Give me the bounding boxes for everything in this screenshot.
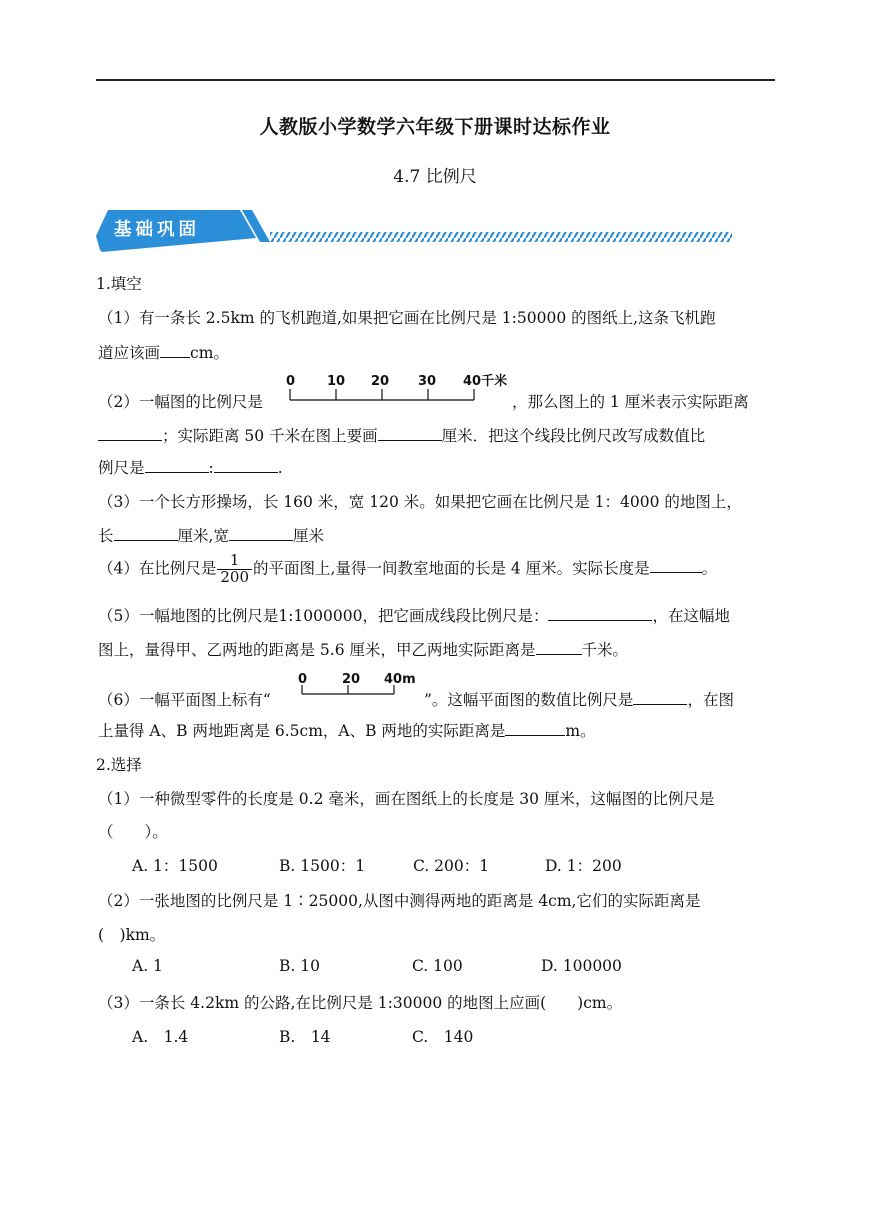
q1-p1-line1: （1）有一条长 2.5km 的飞机跑道,如果把它画在比例尺是 1:50000 的图纸上,这条飞机跑 (98, 309, 716, 327)
answer-blank[interactable] (548, 605, 652, 621)
scale1-tick-10: 10 (327, 374, 346, 389)
page-subtitle: 4.7 比例尺 (393, 167, 477, 187)
q2-c1-option-c[interactable]: C. 200：1 (413, 857, 490, 875)
q2-c1-option-d[interactable]: D. 1：200 (545, 857, 622, 875)
q1-heading: 1.填空 (96, 275, 142, 293)
top-rule (96, 79, 775, 81)
q1-p3-unit: 厘米 (292, 527, 324, 545)
q2-heading: 2.选择 (96, 756, 142, 774)
q1-p6-text3: 上量得 A、B 两地距离是 6.5cm，A、B 两地的实际距离是 (98, 722, 506, 740)
q2-c2-option-a[interactable]: A. 1 (132, 957, 163, 975)
q2-c2-option-d[interactable]: D. 100000 (541, 957, 622, 975)
q1-p2-period: . (277, 459, 283, 477)
answer-blank[interactable] (633, 689, 687, 705)
q1-p3-len: 长 (98, 527, 114, 545)
q1-p1-unit: cm。 (190, 344, 229, 362)
q1-p5-text2: ，在这幅地 (652, 607, 730, 625)
q1-p4-line (98, 553, 717, 586)
answer-blank[interactable] (536, 639, 582, 655)
q1-p2-text3: 例尺是 (98, 459, 145, 477)
q2-c3-option-a[interactable]: A. 1.4 (132, 1028, 189, 1046)
scale2-tick-40: 40m (384, 672, 416, 687)
q1-p5-text3: 图上，量得甲、乙两地的距离是 5.6 厘米，甲乙两地实际距离是 (98, 641, 536, 659)
q1-p6-text2: ，在图 (687, 691, 734, 709)
scale-bar-40m (294, 670, 424, 700)
answer-blank[interactable] (650, 557, 702, 573)
q2-c1-option-a[interactable]: A. 1：1500 (132, 857, 218, 875)
fraction-numerator: 1 (217, 553, 252, 570)
q2-c1-line1: （1）一种微型零件的长度是 0.2 毫米，画在图纸上的长度是 30 厘米，这幅图的比例尺是 (98, 790, 715, 808)
section-title: 基础巩固 (114, 220, 200, 240)
q1-p2-text: ；实际距离 50 千米在图上要画 (162, 427, 378, 445)
section-banner (94, 208, 734, 252)
q1-p2-line1-tail: ，那么图上的 1 厘米表示实际距离 (512, 393, 749, 411)
q2-c2-line2: ( )km。 (98, 926, 166, 944)
scale2-tick-0: 0 (298, 672, 308, 687)
q2-c3-option-c[interactable]: C. 140 (412, 1028, 474, 1046)
answer-blank[interactable] (378, 425, 442, 441)
answer-blank[interactable] (505, 720, 565, 736)
q1-p6-line1-head: （6）一幅平面图上标有“ (98, 691, 271, 709)
fraction-denominator: 200 (220, 567, 250, 586)
scale2-tick-20: 20 (342, 672, 361, 687)
q1-p1-text: 道应该画 (98, 344, 161, 362)
q1-p6-line1-tail (424, 688, 734, 710)
q1-p6-unit: m。 (565, 722, 596, 740)
answer-blank[interactable] (114, 525, 178, 541)
q2-c2-line1: （2）一张地图的比例尺是 1∶25000,从图中测得两地的距离是 4cm,它们的实际距离是 (98, 892, 701, 910)
q1-p3-line1: （3）一个长方形操场，长 160 米，宽 120 米。如果把它画在比例尺是 1：4000 的地图上， (98, 493, 742, 511)
q2-c3-line1: （3）一条长 4.2km 的公路,在比例尺是 1:30000 的地图上应画( )cm。 (98, 994, 623, 1012)
page-title: 人教版小学数学六年级下册课时达标作业 (259, 116, 611, 138)
scale-bar-40km (284, 372, 514, 406)
answer-blank[interactable] (160, 342, 190, 358)
q1-p2-line2 (98, 424, 705, 446)
q1-p2-text2: 厘米．把这个线段比例尺改写成数值比 (441, 427, 706, 445)
q2-c2-option-b[interactable]: B. 10 (279, 957, 320, 975)
q1-p1-line2 (98, 341, 229, 363)
scale1-tick-0: 0 (286, 374, 296, 389)
scale1-tick-40: 40千米 (463, 374, 508, 389)
answer-blank[interactable] (98, 425, 162, 441)
q1-p4-text: （4）在比例尺是 (98, 559, 217, 578)
q1-p5-line1 (98, 604, 730, 626)
answer-blank[interactable] (145, 457, 209, 473)
q1-p5-text: （5）一幅地图的比例尺是1:1000000，把它画成线段比例尺是： (98, 607, 549, 625)
scale1-tick-30: 30 (418, 374, 437, 389)
q2-c3-option-b[interactable]: B. 14 (279, 1028, 331, 1046)
q2-c1-line2: （ ）。 (98, 823, 168, 841)
answer-blank[interactable] (214, 457, 278, 473)
q1-p4-text2: 的平面图上,量得一间教室地面的长是 4 厘米。实际长度是 (253, 559, 650, 578)
answer-blank[interactable] (229, 525, 293, 541)
q1-p2-colon: : (208, 459, 214, 477)
q1-p2-line3 (98, 456, 283, 478)
q1-p6-line2 (98, 719, 596, 741)
q1-p4-end: 。 (701, 559, 718, 578)
q2-c2-option-c[interactable]: C. 100 (412, 957, 463, 975)
q1-p6-text: ”。这幅平面图的数值比例尺是 (424, 691, 634, 709)
q1-p2-line1: （2）一幅图的比例尺是 (98, 393, 263, 411)
q2-c1-option-b[interactable]: B. 1500：1 (279, 857, 366, 875)
q1-p3-line2 (98, 524, 324, 546)
fraction (217, 553, 252, 586)
q1-p3-wid: 厘米,宽 (177, 527, 229, 545)
q1-p5-unit: 千米。 (581, 641, 629, 659)
q1-p5-line2 (98, 638, 628, 660)
scale1-tick-20: 20 (371, 374, 390, 389)
